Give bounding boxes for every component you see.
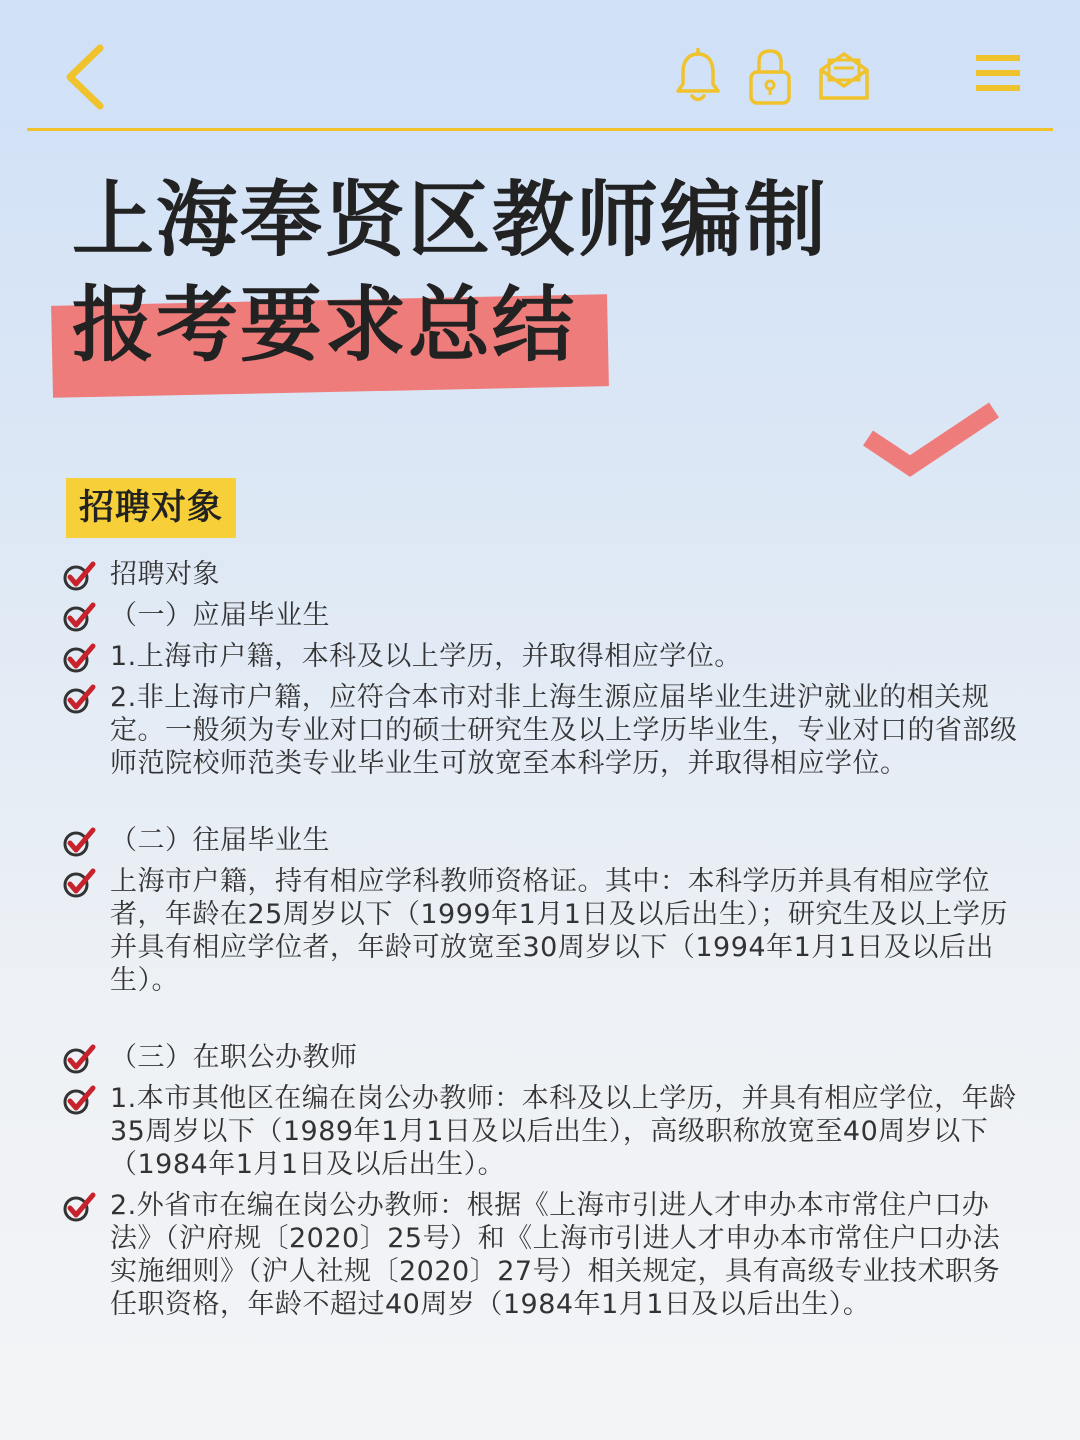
list-item-text: （二）往届毕业生	[110, 825, 330, 856]
list-item	[62, 1082, 1024, 1181]
page-title: 上海奉贤区教师编制	[72, 173, 829, 268]
list-item-text: 2.外省市在编在岗公办教师：根据《上海市引进人才申办本市常住户口办法》（沪府规〔2020〕25号）和《上海市引进人才申办本市常住户口办法实施细则》（沪人社规〔2020〕27号）相关规定，具有高级专业技术职务任职资格，年龄不超过40周岁（1984年1月1日及以后出生）。	[110, 1190, 1001, 1320]
list-item	[62, 865, 1024, 997]
list-item-text: （三）在职公办教师	[110, 1042, 358, 1073]
check-circle-icon	[62, 1085, 96, 1115]
check-circle-icon	[62, 643, 96, 673]
menu-icon[interactable]	[974, 52, 1022, 94]
list-item	[62, 1189, 1024, 1321]
list-item-text: 1.上海市户籍，本科及以上学历，并取得相应学位。	[110, 641, 742, 672]
mail-icon[interactable]	[818, 48, 870, 102]
page-subtitle: 报考要求总结	[72, 278, 577, 373]
list-item-text: 招聘对象	[110, 559, 220, 590]
list-item	[62, 681, 1024, 780]
list-item-text: 1.本市其他区在编在岗公办教师：本科及以上学历，并具有相应学位，年龄35周岁以下（1989年1月1日及以后出生），高级职称放宽至40周岁以下（1984年1月1日及以后出生）。	[110, 1083, 1017, 1180]
check-circle-icon	[62, 868, 96, 898]
check-circle-icon	[62, 1192, 96, 1222]
check-circle-icon	[62, 602, 96, 632]
back-icon[interactable]	[60, 42, 110, 112]
check-circle-icon	[62, 684, 96, 714]
list-item	[62, 1041, 1024, 1074]
list-item	[62, 558, 1024, 591]
list-item	[62, 599, 1024, 632]
bell-icon[interactable]	[674, 48, 722, 104]
list-item-text: 2.非上海市户籍，应符合本市对非上海生源应届毕业生进沪就业的相关规定。一般须为专业对口的硕士研究生及以上学历毕业生，专业对口的省部级师范院校师范类专业毕业生可放宽至本科学历，并取得相应学位。	[110, 682, 1018, 779]
list-item-text: 上海市户籍，持有相应学科教师资格证。其中：本科学历并具有相应学位者，年龄在25周岁以下（1999年1月1日及以后出生）；研究生及以上学历并具有相应学位者，年龄可放宽至30周岁以下（1994年1月1日及以后出生）。	[110, 866, 1008, 996]
list-item	[62, 824, 1024, 857]
top-bar	[0, 0, 1080, 130]
list-item	[62, 640, 1024, 673]
check-circle-icon	[62, 561, 96, 591]
list-item-text: （一）应届毕业生	[110, 600, 330, 631]
section-tag: 招聘对象	[66, 478, 236, 538]
check-circle-icon	[62, 1044, 96, 1074]
requirements-list	[62, 558, 1024, 1321]
decorative-check-icon	[862, 400, 1002, 480]
header-divider	[27, 128, 1053, 131]
lock-icon[interactable]	[748, 48, 792, 106]
check-circle-icon	[62, 827, 96, 857]
